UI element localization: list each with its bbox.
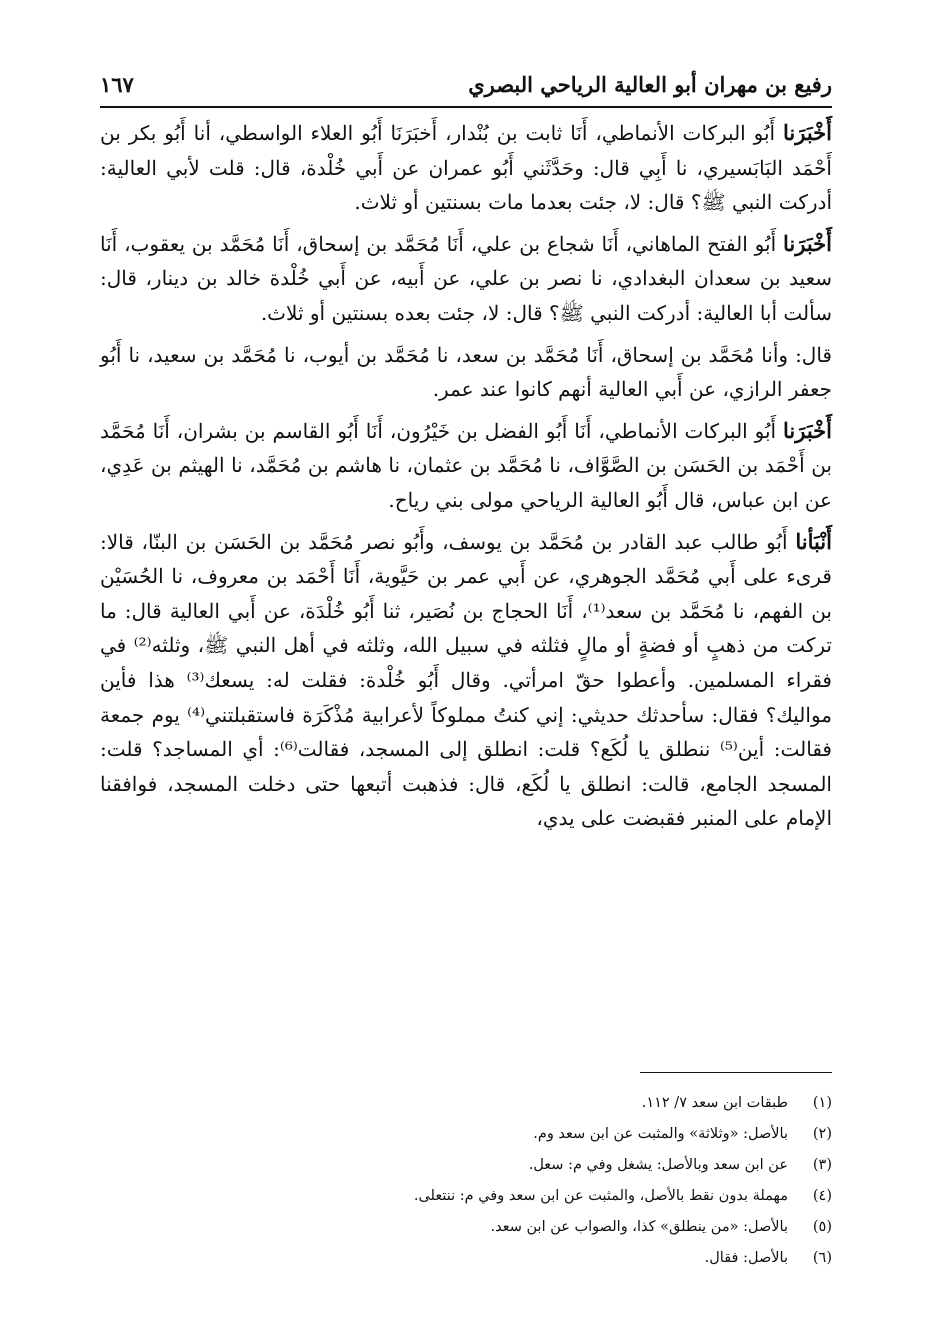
paragraph-text: قال: وأنا مُحَمَّد بن إسحاق، أَنَا مُحَمَّد بن سعد، نا مُحَمَّد بن أيوب، نا مُحَمَّد بن سعيد، نا أَبُو جعفر الرازي، عن أَبي العالية أنهم كانوا عند عمر.	[100, 342, 832, 402]
footnote-text: مهملة بدون نقط بالأصل، والمثبت عن ابن سعد وفي م: ننتعلى.	[413, 1188, 788, 1204]
paragraph-text: أَبُو البركات الأنماطي، أَنَا أَبُو الفضل بن خَيْرُون، أَنَا أَبُو القاسم بن بشران، أَنَا مُحَمَّد بن أَحْمَد بن الحَسَن بن الصَّوَّاف، نا مُحَمَّد بن عثمان، نا هاشم بن مُحَمَّد، نا الهيثم بن عَدِي، عن ابن عباس، قال أَبُو العالية الرياحي مولى بني رياح.	[100, 418, 832, 512]
running-title: رفيع بن مهران أبو العالية الرياحي البصري	[468, 72, 832, 97]
footnote-item	[100, 1150, 832, 1181]
footnotes	[100, 1088, 832, 1274]
footnote-number: (٣)	[812, 1157, 832, 1173]
paragraph-3	[100, 338, 832, 407]
page-header	[100, 68, 832, 104]
paragraph-lead: أَخْبَرَنا	[783, 230, 832, 256]
footnote-number: (٢)	[812, 1126, 832, 1142]
footnote-text: بالأصل: فقال.	[704, 1250, 788, 1266]
footnote-item	[100, 1119, 832, 1150]
footnote-separator	[640, 1072, 832, 1073]
main-text	[100, 116, 832, 843]
footnote-text: عن ابن سعد وبالأصل: يشغل وفي م: سعل.	[528, 1157, 788, 1173]
paragraph-text: أَبُو الفتح الماهاني، أَنَا شجاع بن علي، أَنَا مُحَمَّد بن إسحاق، أَنَا مُحَمَّد بن يعقوب، أَنَا سعيد بن سعدان البغدادي، نا نصر بن علي، عن أَبيه، عن أَبي خُلْدة خالد بن دينار، قال: سألت أبا العالية: أدركت النبي ﷺ؟ قال: لا، جئت بعده بسنتين أو ثلاث.	[100, 231, 832, 325]
footnote-item	[100, 1243, 832, 1274]
footnote-text: طبقات ابن سعد ٧/ ١١٢.	[641, 1095, 788, 1111]
paragraph-2	[100, 227, 832, 331]
paragraph-lead: أَنْبَأنا	[795, 528, 832, 554]
footnote-item	[100, 1212, 832, 1243]
footnote-number: (٥)	[812, 1219, 832, 1235]
footnote-number: (٦)	[812, 1250, 832, 1266]
footnote-item	[100, 1088, 832, 1119]
footnote-item	[100, 1181, 832, 1212]
paragraph-text: أَبُو طالب عبد القادر بن مُحَمَّد بن يوسف، وأَبُو نصر مُحَمَّد بن الحَسَن بن البنّا، قالا: قرىء على أَبي مُحَمَّد الجوهري، عن أَبي عمر بن حَيَّوية، أَنَا أَحْمَد بن معروف، نا الحُسَيْن بن الفهم، نا مُحَمَّد بن سعد⁽¹⁾، أَنَا الحجاج بن نُصَير، ثنا أَبُو خُلْدَة، عن أَبي العالية قال: ما تركت من ذهبٍ أو فضةٍ أو مالٍ فثلثه في سبيل الله، وثلثه في أهل النبي ﷺ، وثلثه⁽²⁾ في فقراء المسلمين. وأعطوا حقّ امرأتي. وقال أَبُو خُلْدة: فقلت له: يسعك⁽³⁾ هذا فأين مواليك؟ فقال: سأحدثك حديثي: إني كنتُ مملوكاً لأعرابية مُذْكَرَة فاستقبلتني⁽⁴⁾ يوم جمعة فقالت: أين⁽⁵⁾ ننطلق يا لُكَع؟ قلت: انطلق إلى المسجد، فقالت⁽⁶⁾: أي المساجد؟ قلت: المسجد الجامع، قالت: انطلق يا لُكَع، قال: فذهبت أتبعها حتى دخلت المسجد، فوافقنا الإمام على المنبر فقبضت على يدي،	[100, 529, 833, 831]
header-rule	[100, 106, 832, 108]
paragraph-lead: أَخْبَرَنا	[783, 120, 832, 145]
page-number: ١٦٧	[100, 72, 134, 97]
paragraph-5	[100, 525, 832, 836]
paragraph-lead: أَخْبَرَنا	[783, 417, 832, 443]
paragraph-4	[100, 414, 832, 518]
footnote-number: (٤)	[812, 1188, 832, 1204]
footnote-number: (١)	[812, 1095, 832, 1111]
paragraph-text: أَبُو البركات الأنماطي، أَنَا ثابت بن بُنْدار، أَخبَرَنَا أَبُو العلاء الواسطي، أنا أَبُو بكر بن أَحْمَد البَابَسيري، نا أَبِي قال: وحَدَّثَني أَبُو عمران عن أَبي خُلْدة، قال: قلت لأبي العالية: أدركت النبي ﷺ؟ قال: لا، جئت بعدما مات بسنتين أو ثلاث.	[100, 121, 832, 215]
footnote-text: بالأصل: «وثلاثة» والمثبت عن ابن سعد وم.	[533, 1126, 788, 1142]
paragraph-1	[100, 116, 832, 220]
footnote-text: بالأصل: «من ينطلق» كذا، والصواب عن ابن سعد.	[490, 1219, 788, 1235]
